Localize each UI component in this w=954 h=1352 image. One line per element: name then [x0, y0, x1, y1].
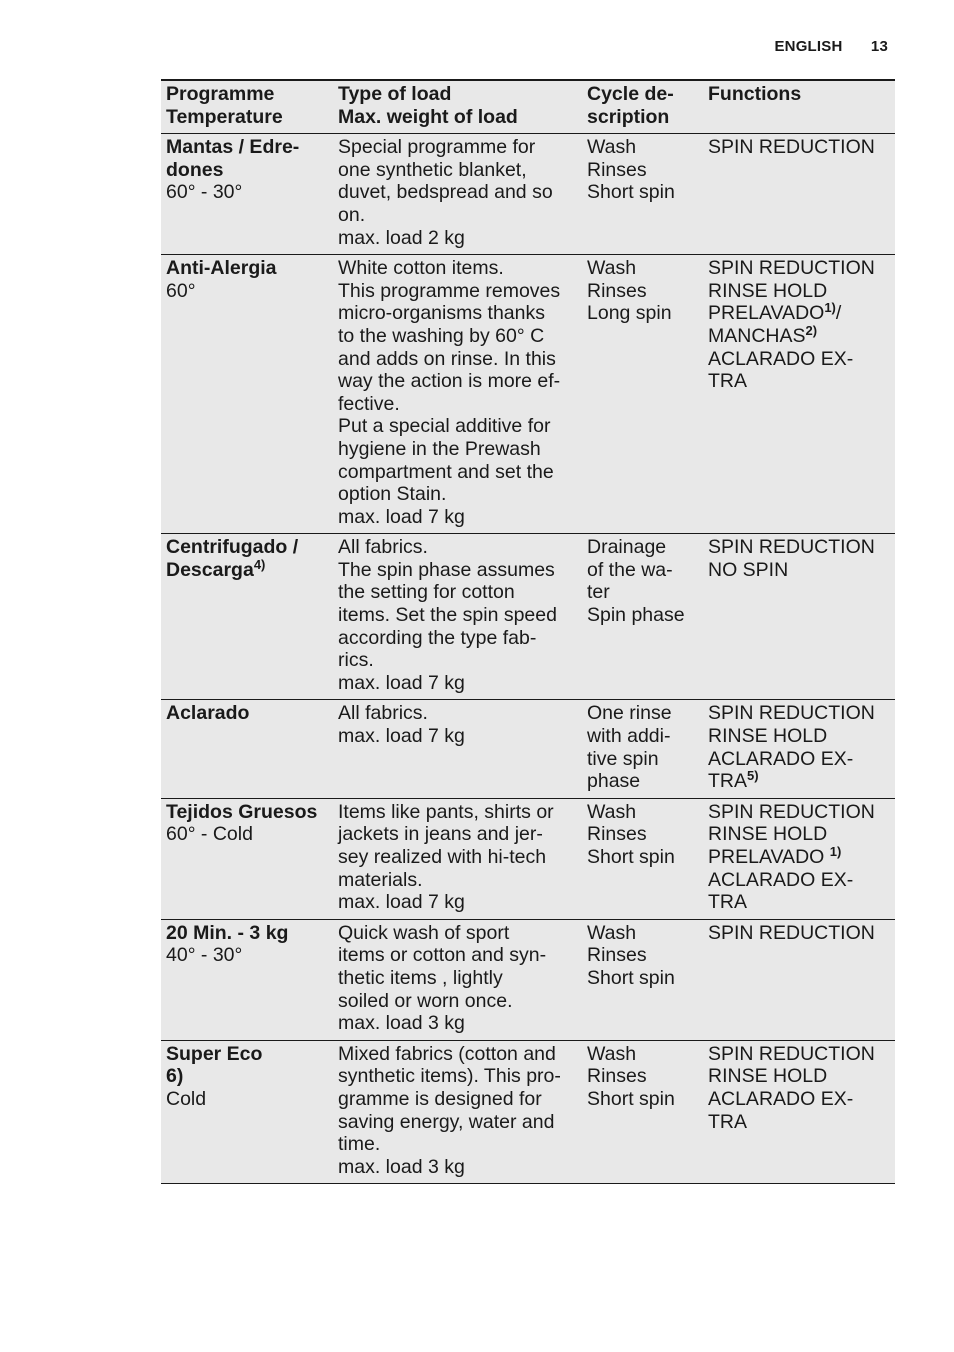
table-body [161, 134, 895, 1184]
cycle-line: phase [587, 770, 641, 793]
function-label: TRA [708, 891, 747, 914]
cycle-line: Wash [587, 921, 637, 944]
load-line: the setting for cotton [338, 581, 515, 604]
cycle-line: Wash [587, 136, 637, 159]
footnote-ref: 6) [166, 1065, 184, 1088]
programme-name: Mantas / Edre- [166, 136, 300, 159]
cycle-line: Drainage [587, 536, 667, 559]
function-label: RINSE HOLD [708, 725, 828, 748]
load-line: Items like pants, shirts or [338, 800, 554, 823]
programme-cell [161, 534, 333, 700]
load-line: micro-organisms thanks [338, 302, 545, 325]
cycle-line: ter [587, 581, 610, 604]
function-label: SPIN REDUCTION [708, 136, 875, 159]
column-header [703, 80, 895, 134]
load-line: compartment and set the [338, 460, 554, 483]
column-header-line: Functions [708, 83, 802, 105]
cycle-line: Wash [587, 257, 637, 280]
function-label: SPIN REDUCTION [708, 800, 875, 823]
load-line: gramme is designed for [338, 1087, 542, 1110]
function-item [708, 922, 891, 945]
load-line: fective. [338, 392, 400, 415]
function-label: SPIN REDUCTION [708, 702, 875, 725]
cycle-line: Wash [587, 800, 637, 823]
cycle-line: Short spin [587, 1087, 675, 1110]
programme-cell [161, 255, 333, 534]
function-item [708, 1043, 891, 1066]
functions-cell [703, 134, 895, 255]
load-cell [333, 255, 582, 534]
function-item [708, 823, 891, 846]
function-item [708, 725, 891, 748]
function-item [708, 846, 891, 869]
programme-name: Centrifugado / [166, 536, 299, 559]
load-cell [333, 700, 582, 798]
cycle-cell [582, 919, 703, 1040]
programme-name: Aclarado [166, 702, 250, 725]
function-item [708, 348, 891, 371]
function-label: NO SPIN [708, 558, 789, 581]
function-label: TRA [708, 770, 747, 793]
function-label: SPIN REDUCTION [708, 1042, 875, 1065]
function-label: RINSE HOLD [708, 279, 828, 302]
cycle-cell [582, 134, 703, 255]
column-header [582, 80, 703, 134]
programme-name: Descarga [166, 558, 254, 581]
table-row [161, 1040, 895, 1184]
function-item [708, 302, 891, 325]
load-cell [333, 534, 582, 700]
cycle-line: Rinses [587, 944, 647, 967]
cycle-cell [582, 700, 703, 798]
load-line: This programme removes [338, 279, 561, 302]
column-header-line: Type of load [338, 83, 452, 105]
function-item [708, 559, 891, 582]
footnote-ref: 1) [824, 300, 836, 316]
function-label: PRELAVADO [708, 846, 830, 868]
functions-cell [703, 1040, 895, 1184]
column-header-line: Temperature [166, 105, 283, 128]
cycle-cell [582, 798, 703, 919]
cycle-line: Spin phase [587, 604, 685, 627]
function-item [708, 869, 891, 892]
cycle-cell [582, 534, 703, 700]
function-item [708, 257, 891, 280]
function-label: TRA [708, 1110, 747, 1133]
programme-cell [161, 798, 333, 919]
table-header-row [161, 80, 895, 134]
load-cell [333, 919, 582, 1040]
cycle-line: One rinse [587, 702, 672, 725]
cycle-line: Rinses [587, 279, 647, 302]
programme-temperature: 60° - 30° [166, 181, 243, 204]
footnote-ref: 1) [829, 844, 842, 859]
functions-cell [703, 798, 895, 919]
function-label: PRELAVADO [708, 302, 825, 325]
programme-table [161, 79, 895, 1184]
load-line: according the type fab- [338, 626, 537, 649]
programme-temperature: Cold [166, 1087, 207, 1110]
function-item [708, 536, 891, 559]
function-item [708, 1065, 891, 1088]
function-label: ACLARADO EX- [708, 1087, 854, 1110]
load-line: items. Set the spin speed [338, 604, 557, 627]
programme-name: Tejidos Gruesos [166, 800, 318, 823]
load-line: rics. [338, 649, 374, 672]
load-line: max. load 7 kg [338, 891, 465, 914]
function-item [708, 136, 891, 159]
cycle-cell [582, 255, 703, 534]
load-cell [333, 798, 582, 919]
cycle-line: with addi- [587, 725, 671, 748]
load-line: soiled or worn once. [338, 989, 513, 1012]
programme-cell [161, 700, 333, 798]
load-line: jackets in jeans and jer- [338, 823, 543, 846]
function-item [708, 801, 891, 824]
programme-name: dones [166, 158, 224, 181]
functions-cell [703, 919, 895, 1040]
function-item [708, 748, 891, 771]
load-line: sey realized with hi-tech [338, 846, 547, 868]
function-item [708, 370, 891, 393]
cycle-line: Rinses [587, 823, 647, 846]
load-line: All fabrics. [338, 702, 428, 725]
table-row [161, 919, 895, 1040]
load-line: to the washing by 60° C [338, 324, 545, 347]
load-line: materials. [338, 868, 423, 891]
load-line: hygiene in the Prewash [338, 437, 541, 460]
load-line: one synthetic blanket, [338, 158, 527, 181]
load-line: max. load 7 kg [338, 505, 465, 528]
function-label: MANCHAS [708, 324, 806, 347]
cycle-line: Short spin [587, 966, 675, 989]
load-line: thetic items , lightly [338, 966, 503, 989]
load-cell [333, 1040, 582, 1184]
function-label: SPIN REDUCTION [708, 921, 875, 944]
load-line: time. [338, 1133, 381, 1156]
function-label: SPIN REDUCTION [708, 536, 875, 559]
programme-name: Anti-Alergia [166, 257, 277, 280]
load-line: duvet, bedspread and so [338, 181, 553, 204]
load-line: max. load 7 kg [338, 725, 465, 748]
table-row [161, 255, 895, 534]
function-item [708, 770, 891, 793]
table-row [161, 534, 895, 700]
function-label: SPIN REDUCTION [708, 257, 875, 280]
load-line: saving energy, water and [338, 1110, 555, 1133]
column-header [333, 80, 582, 134]
load-line: All fabrics. [338, 536, 428, 559]
load-line: The spin phase assumes [338, 558, 555, 581]
programme-cell [161, 134, 333, 255]
cycle-line: Rinses [587, 158, 647, 181]
cycle-line: tive spin [587, 747, 659, 770]
footnote-ref: 5) [747, 768, 759, 784]
language-label: ENGLISH [774, 38, 843, 55]
functions-cell [703, 700, 895, 798]
load-line: White cotton items. [338, 257, 504, 280]
load-line: synthetic items). This pro- [338, 1065, 561, 1088]
load-line: Quick wash of sport [338, 921, 510, 944]
cycle-line: Short spin [587, 181, 675, 204]
functions-cell [703, 255, 895, 534]
load-line: Special programme for [338, 136, 536, 159]
cycle-line: of the wa- [587, 558, 673, 581]
column-header-line: Max. weight of load [338, 105, 518, 128]
load-line: and adds on rinse. In this [338, 347, 556, 370]
function-label: RINSE HOLD [708, 823, 828, 846]
programme-name-line [166, 556, 329, 582]
programme-temperature: 60° - Cold [166, 823, 253, 846]
page-header [774, 38, 888, 55]
function-label: ACLARADO EX- [708, 868, 854, 891]
footnote-ref: 2) [805, 322, 818, 338]
column-header-line: Programme [166, 83, 275, 105]
programme-cell [161, 1040, 333, 1184]
cycle-line: Short spin [587, 846, 675, 868]
load-line: option Stain. [338, 483, 447, 506]
load-line: max. load 3 kg [338, 1012, 465, 1035]
function-label: RINSE HOLD [708, 1065, 828, 1088]
table-row [161, 798, 895, 919]
function-item [708, 1111, 891, 1134]
function-label: ACLARADO EX- [708, 747, 854, 770]
load-line: max. load 2 kg [338, 226, 465, 249]
table-row [161, 134, 895, 255]
load-line: max. load 7 kg [338, 671, 465, 694]
load-line: way the action is more ef- [338, 370, 561, 393]
column-header-line: Cycle de- [587, 83, 674, 105]
programme-name: 20 Min. - 3 kg [166, 921, 289, 944]
programme-temperature: 60° [166, 279, 196, 302]
footnote-ref: 4) [253, 556, 266, 572]
load-cell [333, 134, 582, 255]
cycle-line: Long spin [587, 302, 672, 325]
cycle-line: Rinses [587, 1065, 647, 1088]
column-header-line: scription [587, 105, 670, 128]
programme-temperature: 40° - 30° [166, 944, 243, 967]
function-item [708, 322, 891, 348]
function-separator: / [835, 302, 842, 325]
load-line: max. load 3 kg [338, 1155, 465, 1178]
load-line: Mixed fabrics (cotton and [338, 1042, 556, 1065]
function-item [708, 702, 891, 725]
load-line: Put a special additive for [338, 415, 551, 438]
function-item [708, 280, 891, 303]
programme-name: Super Eco [166, 1042, 263, 1065]
function-label: ACLARADO EX- [708, 347, 854, 370]
function-item [708, 891, 891, 914]
cycle-line: Wash [587, 1042, 637, 1065]
functions-cell [703, 534, 895, 700]
load-line: on. [338, 203, 366, 226]
function-label: TRA [708, 370, 747, 393]
column-header [161, 80, 333, 134]
programme-cell [161, 919, 333, 1040]
function-item [708, 1088, 891, 1111]
page-number: 13 [870, 38, 888, 55]
cycle-cell [582, 1040, 703, 1184]
load-line: items or cotton and syn- [338, 944, 547, 967]
table-row [161, 700, 895, 798]
